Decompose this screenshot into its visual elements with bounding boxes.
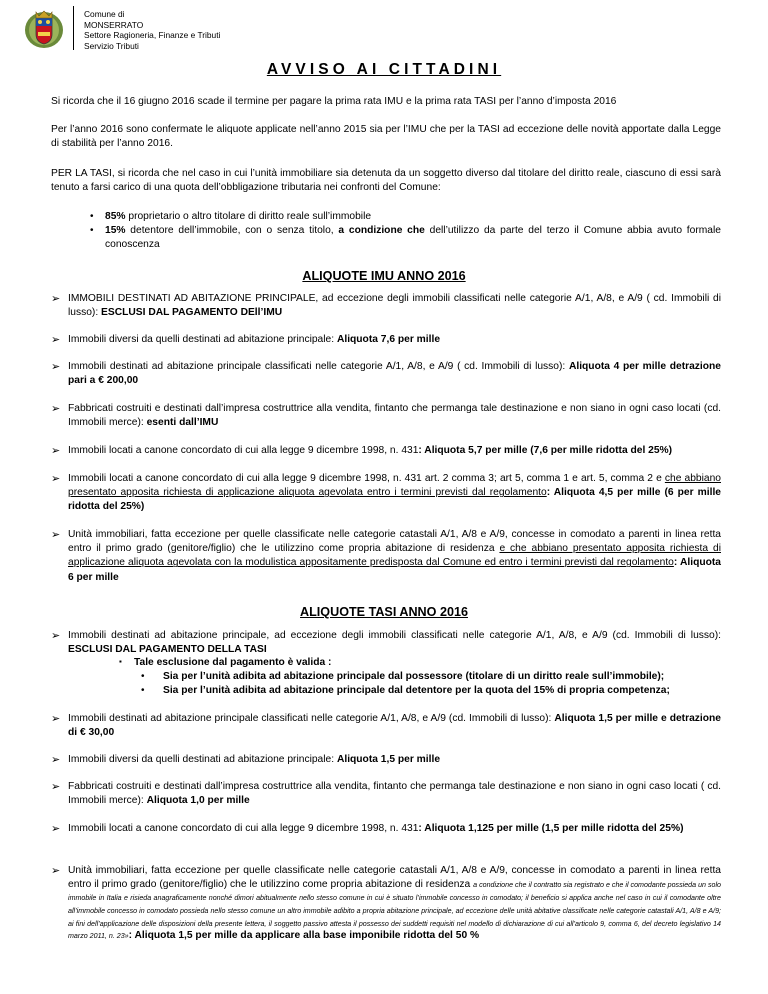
bold-text: Aliquota 1,5 per mille e detrazione di € 30,00 [68,713,721,739]
tasi-heading: ALIQUOTE TASI ANNO 2016 [300,605,468,619]
arrow-bullet-icon: ➢ [51,713,61,725]
bullet-icon: • [90,225,94,236]
item-text [68,402,721,430]
item-text [68,333,721,347]
square-bullet-icon: ▪ [119,657,122,666]
bold-text: a condizione che [338,225,425,236]
intro-paragraph-2: Per l’anno 2016 sono confermate le aliquote applicate nell’anno 2015 sia per l’IMU che per la TASI ad eccezione delle novità apportate dalla Legge di stabilità per l’anno 2016. [51,124,721,150]
bullet-icon: • [90,211,94,222]
page-title: AVVISO AI CITTADINI [266,61,502,78]
bold-text: Aliquota 1,5 per mille [336,754,441,765]
header-line: Comune di [84,9,125,19]
bold-text: : Aliquota 4,5 per mille (6 per mille ridotta del 25%) [68,487,721,513]
tasi-sub-item: Sia per l’unità adibita ad abitazione principale dal possessore (titolare di un diritto reale sull’immobile); [163,671,665,682]
municipal-crest-icon [24,6,64,50]
header-text [84,9,220,51]
item-text [68,444,721,458]
tasi-sub-item: Sia per l’unità adibita ad abitazione principale dal detentore per la quota del 15% di propria competenza; [163,685,670,696]
bold-text: Aliquota 4 per mille detrazione pari a € 200,00 [68,361,721,387]
arrow-bullet-icon: ➢ [51,781,61,793]
text: Fabbricati costruiti e destinati dall’impresa costruttrice alla vendita, fintanto che permanga tale destinazione e non siano in ogni caso locati (cd. Immobili merce): [68,403,721,429]
item-text [68,864,721,943]
header [24,6,64,52]
item-text [68,292,721,320]
text: Immobili destinati ad abitazione principale, ad eccezione degli immobili classificati nelle categorie A/1, A/8, e A/9 (cd. Immobili di lusso): [68,630,721,641]
bold-text: ESCLUSI DAL PAGAMENTO DELLA TASI [68,644,267,656]
arrow-bullet-icon: ➢ [51,361,61,373]
header-line: Servizio Tributi [84,40,139,51]
item-text [68,629,721,657]
text: Immobili locati a canone concordato di cui alla legge 9 dicembre 1998, n. 431 art. 2 comma 3; art 5, comma 1 e art. 5, comma 2 e [68,473,665,484]
bold-text: 85% [105,211,126,222]
bullet-icon: • [141,671,145,682]
intro-bullet-1 [105,210,721,224]
text: Fabbricati costruiti e destinati dall’impresa costruttrice alla vendita, fintanto che permanga tale destinazione e non siano in ogni caso locati ( cd. Immobili merce): [68,781,721,807]
arrow-bullet-icon: ➢ [51,403,61,415]
bullet-icon: • [141,685,145,696]
text: Unità immobiliari, fatta eccezione per quelle classificate nelle categorie catastali A/1, A/8 e A/9, concesse in comodato a parenti in linea retta entro il primo grado (genitore/figlio) che le utilizzino come propria abitazione di residenza [68,865,721,891]
bold-text: : Aliquota 5,7 per mille (7,6 per mille ridotta del 25%) [418,445,673,456]
arrow-bullet-icon: ➢ [51,630,61,642]
bold-text: esenti dall’IMU [146,417,219,429]
bold-text: : Aliquota 6 per mille [68,557,721,583]
bold-text: ESCLUSI DAL PAGAMENTO DEll’IMU [101,307,283,319]
underlined-text: che abbiano presentato apposita richiesta di applicazione aliquota agevolata entro i termini previsti dal regolamento [68,473,721,499]
imu-heading: ALIQUOTE IMU ANNO 2016 [302,269,466,283]
text: IMMOBILI DESTINATI AD ABITAZIONE PRINCIPALE, ad eccezione degli immobili classificati nelle categorie A/1, A/8, e A/9 ( cd. Immobili di lusso): [68,293,721,319]
arrow-bullet-icon: ➢ [51,293,61,305]
item-text [68,360,721,388]
text: Immobili destinati ad abitazione principale classificati nelle categorie A/1, A/8, e A/9 ( cd. Immobili di lusso): [68,361,569,372]
text: dell’utilizzo da parte del terzo il Comune abbia avuto formale conoscenza [105,225,721,251]
text: detentore dell’immobile, con o senza titolo, [125,225,339,236]
text: proprietario o altro titolare di diritto reale sull’immobile [125,211,372,222]
tasi-sub-heading: Tale esclusione dal pagamento è valida : [134,657,332,668]
bold-text: : Aliquota 1,125 per mille (1,5 per mille ridotta del 25%) [418,823,684,834]
header-divider [73,6,74,50]
intro-bullet-2 [105,224,721,252]
arrow-bullet-icon: ➢ [51,529,61,541]
bold-text: 15% [105,225,126,236]
intro-paragraph-3: PER LA TASI, si ricorda che nel caso in cui l’unità immobiliare sia detenuta da un soggetto diverso dal titolare del diritto reale, ciascuno di essi sarà tenuto a farsi carico di una quota dell’obbligazione tributaria nei confronti del Comune: [51,168,721,194]
item-text [68,712,721,740]
arrow-bullet-icon: ➢ [51,823,61,835]
bold-text: Aliquota 1,0 per mille [146,795,250,807]
text: Immobili destinati ad abitazione principale classificati nelle categorie A/1, A/8, e A/9 (cd. Immobili di lusso): [68,713,555,724]
item-text [68,822,721,836]
item-text [68,753,721,767]
item-text [68,472,721,515]
arrow-bullet-icon: ➢ [51,473,61,485]
bold-text: Aliquota 7,6 per mille [336,334,441,345]
header-line: MONSERRATO [84,19,144,30]
arrow-bullet-icon: ➢ [51,445,61,457]
arrow-bullet-icon: ➢ [51,754,61,766]
text: Unità immobiliari, fatta eccezione per quelle classificate nelle categorie catastali A/1, A/8 e A/9, concesse in comodato a parenti in linea retta entro il primo grado (genitore/figlio) che le utilizzino come propria abitazione di residenza [68,529,721,555]
text: Immobili diversi da quelli destinati ad abitazione principale: [68,334,337,345]
item-text [68,780,721,808]
text: Immobili locati a canone concordato di cui alla legge 9 dicembre 1998, n. 431 [68,445,419,456]
header-line: Settore Ragioneria, Finanze e Tributi [84,30,221,41]
text: Immobili diversi da quelli destinati ad abitazione principale: [68,754,337,765]
item-text [68,528,721,585]
bold-text: : Aliquota 1,5 per mille da applicare alla base imponibile ridotta del 50 % [128,930,480,942]
text: Immobili locati a canone concordato di cui alla legge 9 dicembre 1998, n. 431 [68,823,419,834]
arrow-bullet-icon: ➢ [51,334,61,346]
intro-paragraph-1: Si ricorda che il 16 giugno 2016 scade il termine per pagare la prima rata IMU e la prima rata TASI per l’anno d’imposta 2016 [51,96,617,107]
small-italic-text: a condizione che il contratto sia registrato e che il comodante possieda un solo immobile in Italia e risieda anagraficamente nonché dimori abitualmente nello stesso comune in cui è situato l’immobile concesso in comodato; il beneficio si applica anche nel caso in cui il comodante oltre all’immobile concesso in comodato possieda nello stesso comune un altro immobile adibito a propria abitazione principale, ad eccezione delle unità abitative classificate nelle categorie catastali A/1, A/8 e A/9; ai fini dell’applicazione delle disposizioni della presente lettera, il soggetto passivo attesta il possesso dei suddetti requisiti nel modello di dichiarazione di cui all’articolo 9, comma 6, del decreto legislativo 14 marzo 2011, n. 23» [68,881,722,941]
arrow-bullet-icon: ➢ [51,865,61,877]
underlined-text: e che abbiano presentato apposita richiesta di applicazione aliquota agevolata con la modulistica appositamente predisposta dal Comune ed entro i termini previsti dal regolamento [68,543,721,569]
